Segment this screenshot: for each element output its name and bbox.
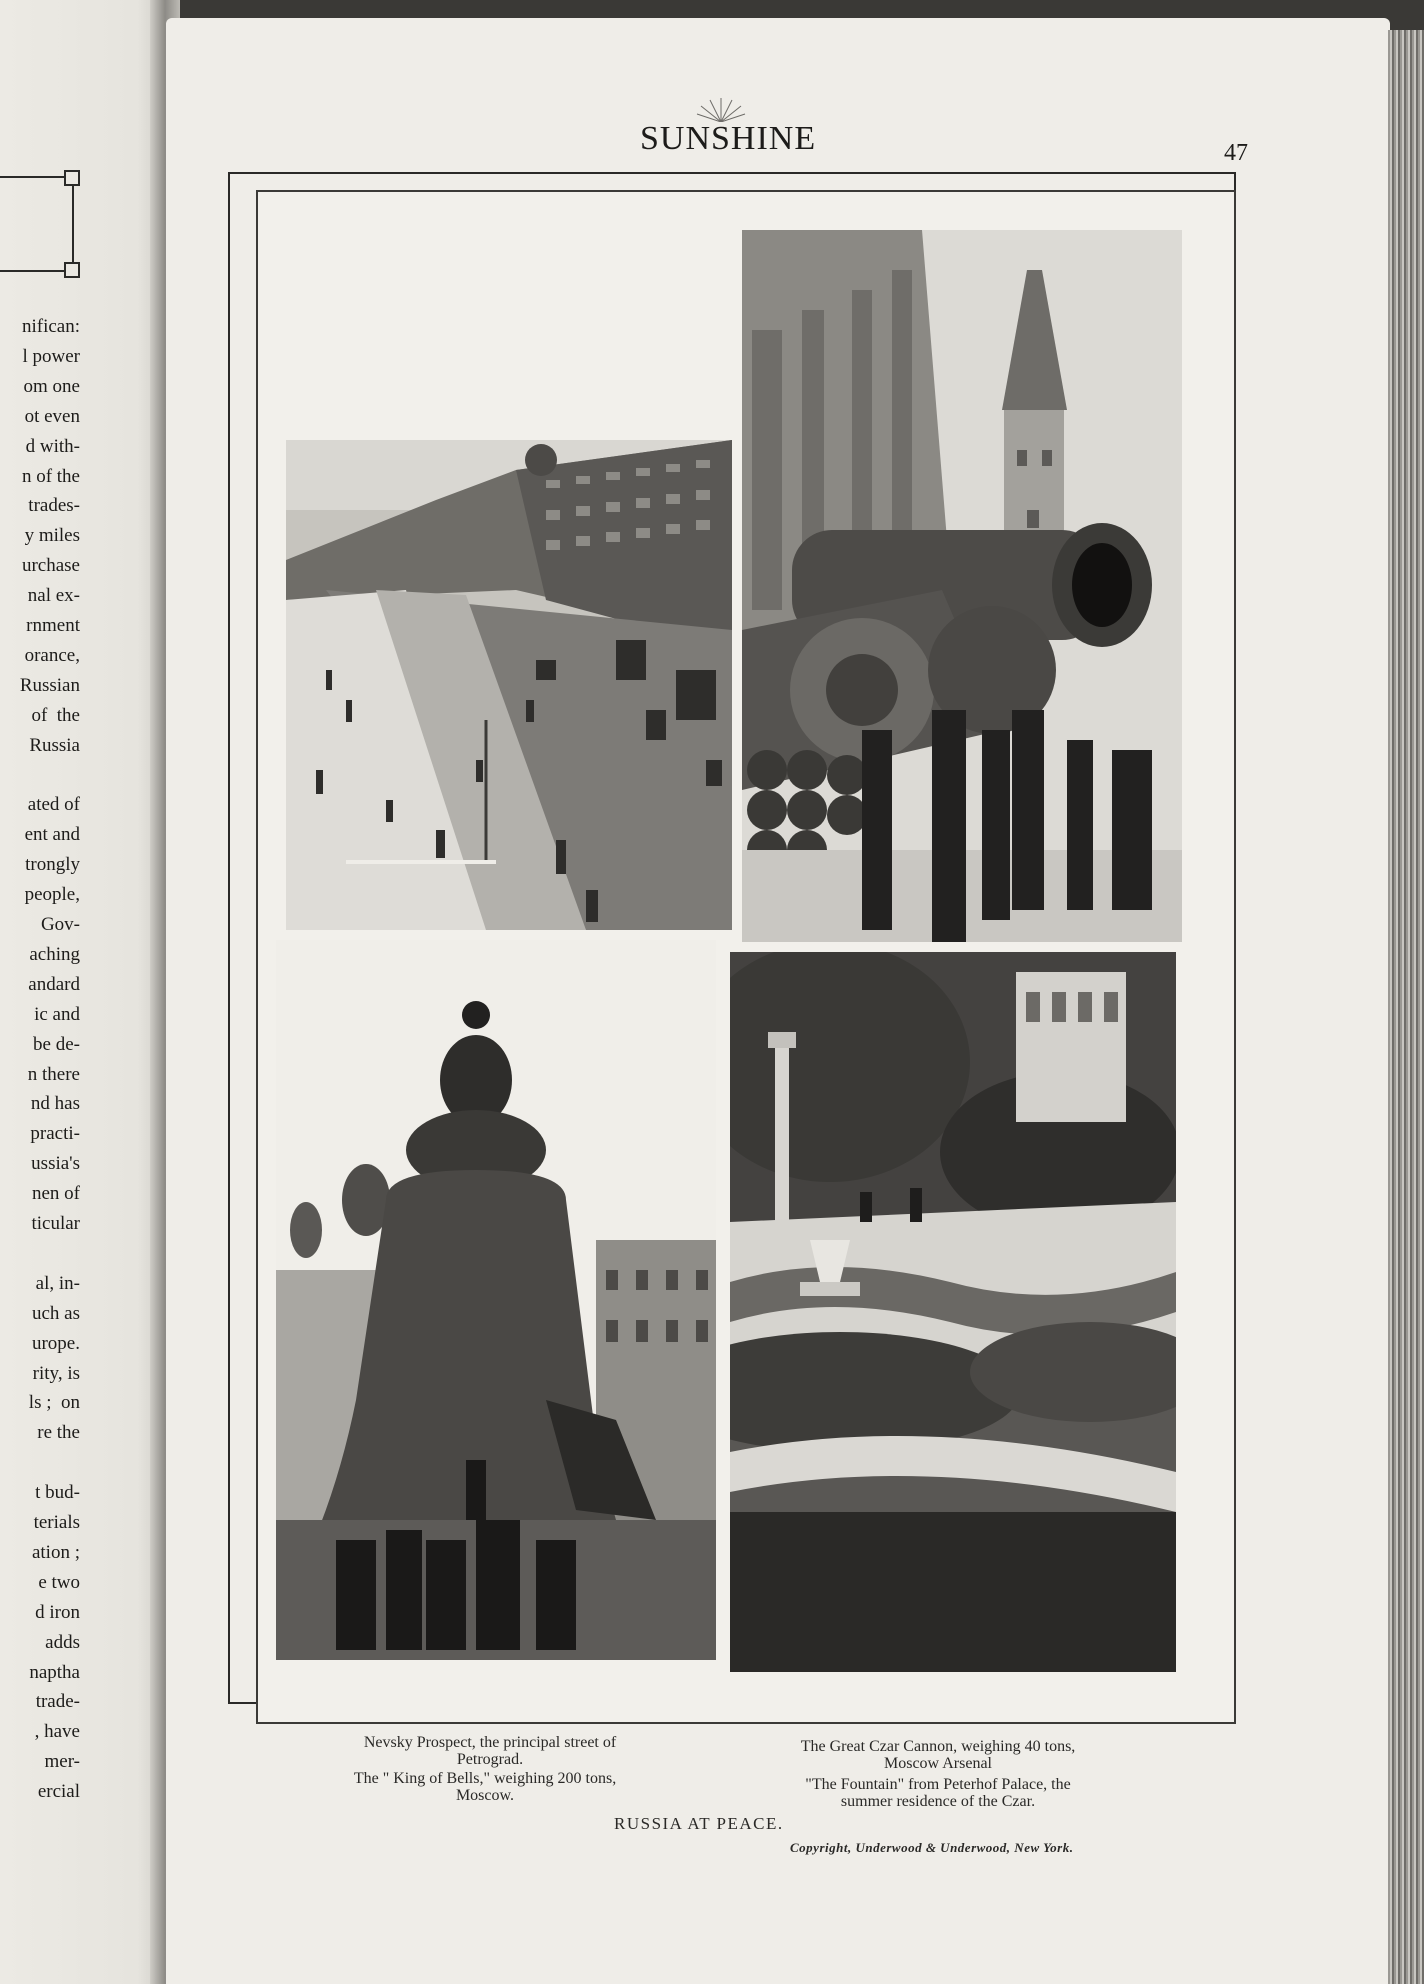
caption-line: summer residence of the Czar. [840,1793,1036,1810]
photo-king-of-bells [276,940,716,1660]
facing-page-line: ercial [37,1781,80,1803]
facing-page-line: mer- [44,1751,80,1773]
facing-page-line: ticular [31,1213,80,1234]
facing-page-line: rnment [26,615,80,636]
caption-line: "The Fountain" from Peterhof Palace, the [805,1776,1071,1793]
facing-page [0,0,172,1984]
copyright-credit: Copyright, Underwood & Underwood, New York. [790,1840,1074,1855]
facing-page-line: n there [27,1063,80,1085]
ornament-frame [0,176,74,272]
facing-page-line: ation ; [31,1541,80,1563]
facing-page-line: urope. [31,1332,80,1354]
photo-nevsky-prospect [286,440,732,930]
facing-page-line: , have [34,1721,80,1743]
facing-page-line: n of the [21,465,80,487]
caption-line: The Great Czar Cannon, weighing 40 tons, [800,1738,1076,1755]
facing-page-line: nd has [30,1093,80,1115]
facing-page-line: ot even [24,405,80,427]
facing-page-line: of the [31,704,80,726]
facing-page-line: ic and [34,1003,80,1025]
facing-page-line: trade- [35,1691,80,1713]
caption-czar-cannon [738,1738,1138,1772]
facing-page-line: aching [29,943,80,965]
facing-page-line: ussia's [31,1153,80,1175]
caption-line: The " King of Bells," weighing 200 tons, [353,1770,617,1787]
caption-line: Moscow. [455,1787,515,1804]
facing-page-line: Russia [29,734,80,756]
facing-page-line: Gov- [40,914,80,935]
caption-nevsky [300,1734,680,1768]
facing-page-line: be de- [33,1033,80,1055]
facing-page-line: t bud- [35,1482,80,1504]
facing-page-line: terials [33,1512,80,1533]
frame-corner [64,262,80,278]
page-edges [1388,30,1424,1984]
facing-page-line: urchase [21,555,80,577]
facing-page-line: practi- [30,1123,80,1145]
facing-page-line: uch as [31,1302,80,1324]
facing-page-line: rity, is [32,1362,80,1384]
facing-page-line: people, [24,884,80,906]
facing-page-line: d with- [25,435,80,457]
facing-page-line: om one [23,375,80,397]
facing-page-line: y miles [24,525,80,547]
facing-page-line: orance, [24,644,80,666]
facing-page-line: nifican: [21,316,80,337]
caption-line: Nevsky Prospect, the principal street of [363,1734,617,1751]
page-number: 47 [1224,140,1248,166]
facing-page-line: nen of [31,1183,80,1205]
facing-page-line: e two [38,1571,80,1593]
facing-page-line: al, in- [35,1272,80,1294]
photo-peterhof-fountain [730,952,1176,1672]
frame-corner [64,170,80,186]
caption-line: Petrograd. [456,1751,524,1768]
facing-page-line: trongly [25,854,80,876]
running-head: SUNSHINE [640,120,817,157]
caption-line: Moscow Arsenal [884,1755,992,1772]
facing-page-line: naptha [29,1661,80,1683]
facing-page-line: d iron [35,1601,80,1623]
facing-page-line: re the [37,1422,80,1444]
caption-peterhof-fountain [738,1776,1138,1810]
plate-title: RUSSIA AT PEACE. [614,1814,784,1833]
sun-ornament-icon [696,96,746,122]
facing-page-line: l power [22,345,80,367]
caption-king-of-bells [290,1770,680,1804]
facing-page-line: ated of [27,794,80,816]
facing-page-line: ent and [24,824,80,846]
facing-page-line: Russian [19,674,80,696]
facing-page-line: ls ; on [28,1392,80,1414]
facing-page-line: nal ex- [27,585,80,607]
facing-page-line: andard [28,973,80,995]
facing-page-line: adds [45,1631,80,1653]
photo-czar-cannon [742,230,1182,942]
facing-page-line: trades- [28,495,80,517]
